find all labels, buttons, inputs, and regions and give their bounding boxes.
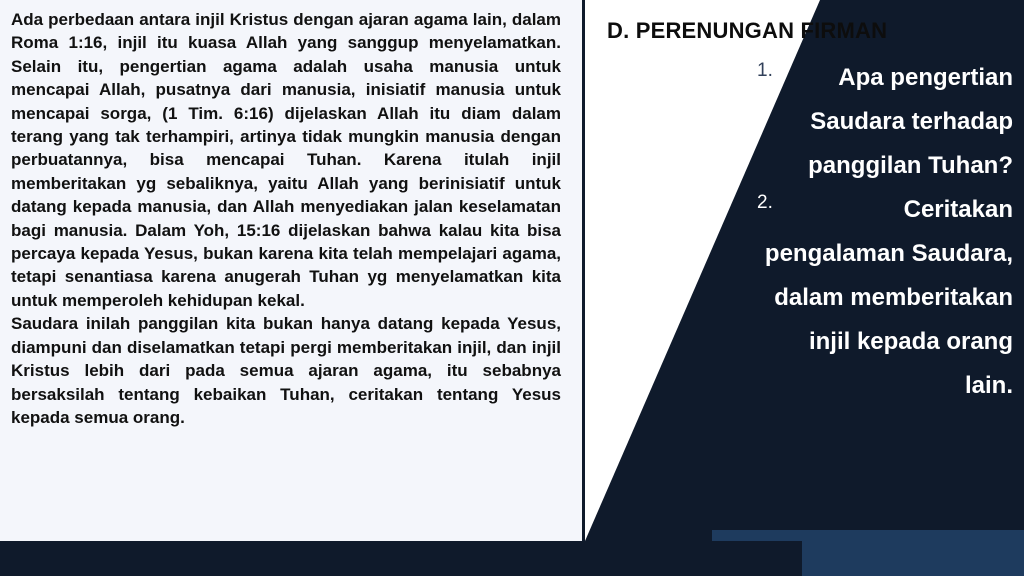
- question-list: [757, 56, 1013, 408]
- accent-ledge: [712, 530, 1024, 541]
- question-item-2: [757, 188, 1013, 408]
- paragraph-1: Ada perbedaan antara injil Kristus dengan ajaran agama lain, dalam Roma 1:16, injil itu kuasa Allah yang sanggup menyelamatkan. Selain itu, pengertian agama adalah usaha manusia untuk mencapai Allah, pusatnya dari manusia, inisiatif manusia untuk mencapai sorga, (1 Tim. 6:16) dijelaskan Allah itu diam dalam terang yang tak terhampiri, artinya tidak mungkin manusia dengan perbuatannya, bisa mencapai Tuhan. Karena itulah injil memberitakan yg sebaliknya, yaitu Allah yang berinisiatif untuk datang kepada manusia, dan Allah menyediakan jalan keselamatan bagi manusia. Dalam Yoh, 15:16 dijelaskan bahwa kalau kita bisa percaya kepada Yesus, bukan karena kita telah mempelajari agama, tetapi senantiasa karena anugerah Tuhan yg menyelamatkan kita untuk memperoleh kehidupan kekal.: [11, 10, 561, 310]
- paragraph-2: Saudara inilah panggilan kita bukan hanya datang kepada Yesus, diampuni dan diselamatkan tetapi pergi memberitakan injil, dan injil Kristus lebih dari pada semua ajaran agama, itu sebabnya bersaksilah tentang kebaikan Tuhan, ceritakan tentang Yesus kepada semua orang.: [11, 314, 561, 427]
- accent-corner-block: [802, 541, 1024, 576]
- bottom-bar: [0, 541, 802, 576]
- body-text: [11, 8, 561, 429]
- question-text: Apa pengertian Saudara terhadap panggilan Tuhan?: [808, 64, 1013, 179]
- vertical-divider: [582, 0, 585, 541]
- question-item-1: [757, 56, 1013, 188]
- section-heading: D. PERENUNGAN FIRMAN: [607, 18, 888, 43]
- question-number: 2.: [757, 192, 773, 213]
- question-text: Ceritakan pengalaman Saudara, dalam memberitakan injil kepada orang lain.: [764, 196, 1013, 399]
- question-number: 1.: [757, 60, 773, 81]
